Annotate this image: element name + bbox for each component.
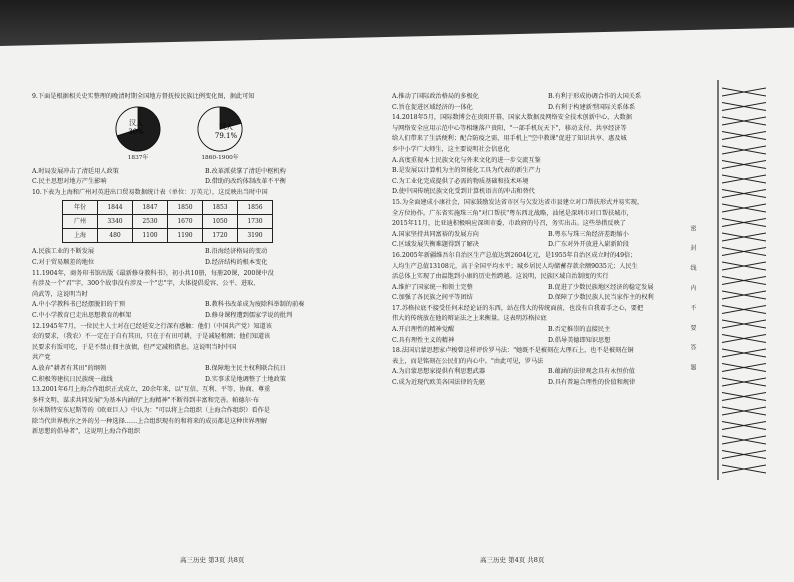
question-14-options [392,156,704,198]
question-line: 18.法国启蒙思想家卢梭曾这样评价罗马法："她既不是被刻在大理石上，也不是被刻在铜 [392,347,634,355]
chevron-mark [722,262,766,270]
table-cell: 年份 [63,201,98,215]
chevron-mark [722,393,766,401]
option: B.蕴涵的法律观念具有永恒价值 [548,368,635,376]
question-11-options [32,300,378,321]
question-18 [392,346,704,367]
table-cell: 1670 [168,215,203,229]
chevron-mark [722,436,766,444]
question-line: 人均生产总值13108元，高于全国平均水平；城乡居民人均储蓄存款余额9035元；人民生 [392,262,638,270]
chevron-mark [722,378,766,386]
footer-page-3: 高三历史 第3页 共8页 [180,556,245,564]
question-line: 乡中小学广大师生，这主要说明社会信息化 [392,145,510,153]
question-line: 新思想的倡导者"，这说明上海合作组织 [32,428,141,436]
question-line: 给人们带来了生活便利；配合防疫之需，用手机上"空中教课"促进了知识共享、惠及城 [392,135,627,143]
question-13-options [392,92,704,113]
question-line: 与网络安全应用示范中心等相继落户贵阳，"一部手机玩天下"，移动支付、共享经济等 [392,124,627,132]
question-line: 14.2018年5月，国际数博会在贵阳开幕，国家大数据及网络安全技术创新中心、大数据 [392,114,632,122]
chevron-mark [722,117,766,125]
question-17-options [392,325,704,346]
option: C.具有理性主义的精神 [392,336,455,344]
pie-1860-1900 [194,105,246,165]
table-cell: 1050 [203,215,238,229]
table-cell: 3190 [238,229,273,243]
chevron-mark [722,335,766,343]
question-line: 民要求有饭可吃，于是不禁止佃主放债，但严定减租借息。这说明当时中国 [32,343,237,351]
option: C.为工业化完成提供了必需的物质基础和技术环境 [392,177,529,185]
question-line: 农的要求，（我农）不一定在于自有其田，只在于有田可耕，于是减轻租额；他们知道该 [32,333,271,341]
option: D.经济结构的根本变化 [205,258,268,266]
trade-table [62,200,273,243]
question-12-options [32,364,378,385]
question-line: 表上，而是铭刻在公民们的内心中。"由此可见，罗马法 [392,357,544,365]
option: A.维护了国家统一和领土完整 [392,283,473,291]
question-line: 2015年11月，比亚迪积极响应深圳市委、市政府的号召，务实出击。这些举措反映了 [392,220,626,228]
option: D.有利于构建新型国际关系体系 [548,103,636,111]
chevron-mark [722,422,766,430]
question-line: 有涉及一个"君"字，300个故事没有涉及一个"忠"字，大体提倡爱容、公平、进取、 [32,280,260,288]
table-cell: 2530 [133,215,168,229]
question-9-options [32,167,378,188]
question-line: 活总体上实现了由温饱到小康的历史性跨越。这说明，民族区域自治制度的实行 [392,273,609,281]
option: B.促进了少数民族地区经济的稳定发展 [548,283,654,291]
table-cell: 1190 [168,229,203,243]
question-18-options [392,367,704,388]
question-line: 13.2001年6月上海合作组织正式成立，20余年来，以"互信、互利、平等、协商、尊重 [32,386,271,394]
pie-2-year: 1860-1900年 [201,154,239,161]
option: B.有利于形成协调合作的大国关系 [548,93,642,100]
chevron-mark [722,190,766,198]
table-cell: 广州 [63,215,98,229]
option: A.开启理性的精神觉醒 [392,326,455,334]
table-cell: 上海 [63,229,98,243]
table-row [63,215,273,229]
chevron-mark [722,132,766,140]
right-column [392,92,704,389]
option: D.具有普遍合理性的价值和规律 [548,379,636,387]
question-line: 16.2005年新疆维吾尔自治区生产总值达到2604亿元，是1955年自治区成立时的49倍； [392,251,637,259]
question-line: 全方位协作。广东省实施珠三角"对口帮扶"粤东西北战略，汕尾是深圳市对口帮扶城市， [392,209,633,217]
question-line: 多样文明、谋求共同发展"为基本内涵的"上海精神"不断得到丰富和完善。帕德尔·布 [32,396,260,404]
option: C.中小学教育已走出思想教育的框架 [32,311,132,319]
option: B.教科书改革成为废除科举制的前奏 [205,301,305,309]
scan-shadow-band [0,0,794,46]
chevron-mark [722,306,766,314]
option: C.积极筹建抗日民族统一战线 [32,375,113,383]
chevron-mark [722,161,766,169]
question-line: 尚武等，这说明当时 [32,290,88,298]
pie-1-year: 1837年 [127,154,149,161]
option: D.借助的改约体制改革不平衡 [205,178,286,186]
question-12 [32,322,378,364]
option: A.放弃"耕者有其田"的纲领 [32,364,107,372]
chevron-mark [722,465,766,473]
question-line: 12.1945年7月，一位民主人士对在已经延安之行深有感触：他们（中国共产党）知道该 [32,322,272,330]
option: D.修身课程遭到儒家学说的批判 [205,311,293,319]
table-cell: 1844 [98,201,133,215]
chevron-mark [722,277,766,285]
option: D.广东对外开放进入崭新阶段 [548,241,629,249]
question-line: 尔米斯特安东尼斯等的《欧亚巨人》中认为："可以将上合组织（上海合作组织）看作是 [32,407,270,415]
question-16-options [392,283,704,304]
question-17 [392,304,704,325]
question-line: 17.苏格拉底不接受任何未经论证的东西，站在伟大的传统面前，也没有自我着手之心，要把 [392,304,644,312]
chevron-mark [722,320,766,328]
table-cell: 1847 [133,201,168,215]
question-11 [32,269,378,301]
chevron-mark [722,364,766,372]
chevron-mark [722,219,766,227]
option: A.民族工业的不断发展 [32,248,95,256]
chevron-mark [722,233,766,241]
question-10-options [32,247,378,268]
binding-margin-pattern [706,80,774,480]
question-line: 伟大的传统放在他的辩证法之上来衡量。这表明苏格拉底 [392,315,547,323]
chevron-mark [722,103,766,111]
option: C.成为近现代欧美各国法律的先驱 [392,379,486,387]
option: A.高度重视本土民族文化与外来文化的进一步交流互鉴 [392,156,541,164]
table-cell: 1853 [203,201,238,215]
option: D.倡导美德即知识思想 [548,336,611,344]
pie-2-label: 汉人 [219,122,233,131]
table-cell: 1100 [133,229,168,243]
chevron-mark [722,146,766,154]
option: B.沿海经济格局的变动 [205,248,268,256]
table-cell: 480 [98,229,133,243]
option: D.使中国传统民族文化受到计算机语言的冲击和替代 [392,188,535,196]
chevron-mark [722,407,766,415]
option: B.保障地主民主权利联合抗日 [205,364,286,372]
option: B.是发展以计算机为主的智能化工具为代表的新生产力 [392,167,541,175]
table-cell: 1850 [168,201,203,215]
option: C.对于贸易顺差的地位 [32,258,95,266]
option: B.改革派获掌了清廷中枢机构 [205,167,286,175]
option: A.中小学教科书已经摆脱旧的干预 [32,301,126,309]
seal-line-label: 密 封 线 内 不 要 答 题 [689,225,696,377]
chevron-mark [722,88,766,96]
chevron-mark [722,291,766,299]
question-14 [392,113,704,155]
option: D.保障了少数民族人民当家作主的权利 [548,294,654,302]
table-cell: 1720 [203,229,238,243]
question-15 [392,198,704,230]
pie-1-label: 汉人 [129,118,143,127]
question-line: 11.1904年，商务印书馆出版《最新修身教科书》，初小共10册，每册20课，200课中没 [32,269,274,277]
table-cell: 1730 [238,215,273,229]
question-15-options [392,230,704,251]
option: A.国家坚持共同富裕的发展方向 [392,230,479,238]
question-10: 10.下表为上海和广州对英进出口贸易数据统计表（单位：万英元），这反映出当时中国 [32,188,268,196]
pie-2-pct: 79.1% [214,131,238,140]
chevron-mark [722,248,766,256]
question-line: 共产党 [32,354,51,362]
option: B.否定推崇的直接民主 [548,326,611,334]
table-cell: 1856 [238,201,273,215]
option: C.民主思想对地方产生影响 [32,178,107,186]
table-row [63,201,273,215]
pie-charts [112,105,378,165]
question-line: 除当代世界秩序之外的另一种选择……上合组织现有的和将来的成员都是这种世界理解 [32,417,268,425]
option: C.加强了各民族之间平等团结 [392,294,473,302]
question-13 [32,385,378,438]
option: D.实事求是地调整了土地政策 [205,375,286,383]
question-16 [392,251,704,283]
option: C.区域发展失衡难题得到了解决 [392,241,479,249]
chevron-mark [722,451,766,459]
option: B.粤东与珠三角经济差距缩小 [548,230,629,238]
option: A.推动了国际政治格局的多极化 [392,93,479,100]
chevron-mark [722,204,766,212]
question-9: 9.下面是根据相关史实整理的晚清时期全国地方督抚按民族比例变化图，据此可知 [32,93,255,100]
pie-1-pct: 30% [128,127,144,136]
pie-1837 [112,105,164,165]
table-cell: 3340 [98,215,133,229]
footer-page-4: 高三历史 第4页 共8页 [480,556,545,564]
chevron-mark [722,349,766,357]
option: A.时局发展冲击了清廷用人政策 [32,167,119,175]
question-line: 15.为全面建成小康社会，国家鼓励发达省市区与欠发达省市县建立对口帮扶形式并易实现， [392,198,644,206]
left-column [32,92,378,438]
table-row [63,229,273,243]
option: C.旨在促进区域经济的一体化 [392,103,473,111]
chevron-mark [722,175,766,183]
option: A.为启蒙思想家提供有利思想武器 [392,368,486,376]
